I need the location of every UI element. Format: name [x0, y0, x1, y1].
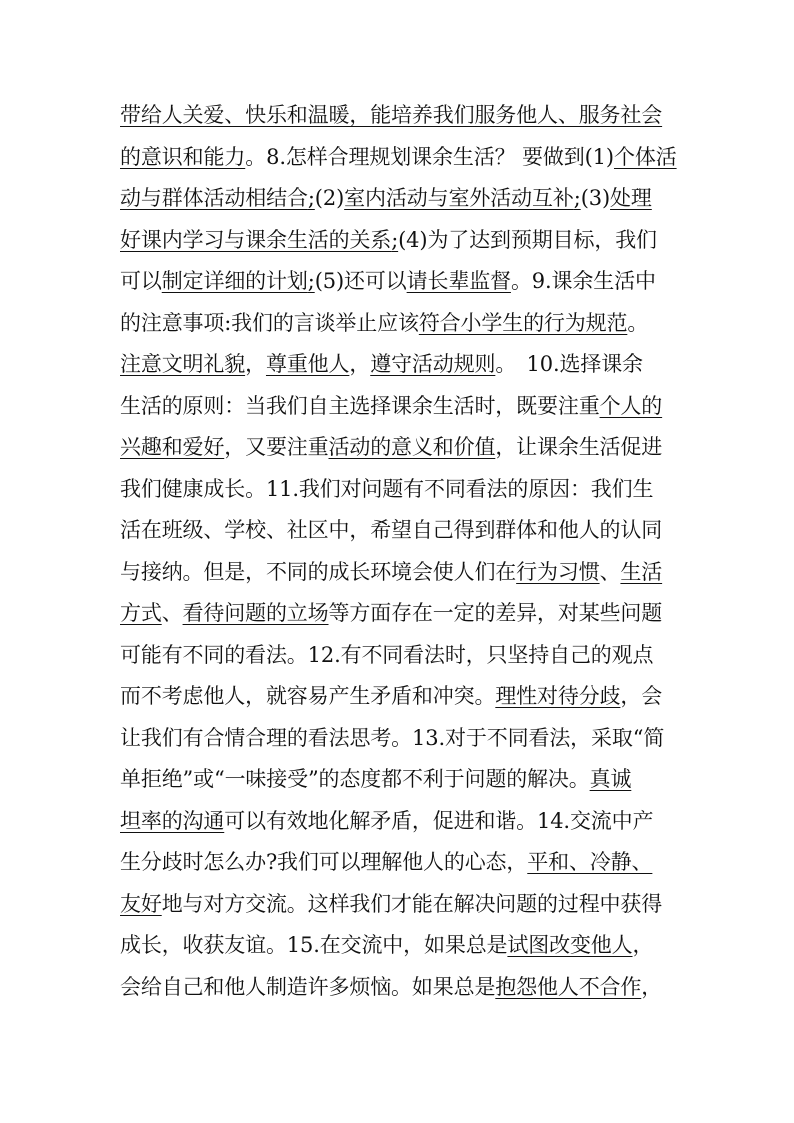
text-line	[120, 510, 680, 552]
text-run: 让我们有合情合理的看法思考。13.对于不同看法，采取“简	[120, 725, 665, 750]
text-run: (5)还可以	[314, 269, 407, 293]
underlined-answer: 请长辈监督	[406, 269, 511, 293]
underlined-answer: 好课内学习与课余生活的关系	[120, 227, 392, 252]
underlined-answer: 友好	[120, 891, 162, 916]
text-run: 而不考虑他人，就容易产生矛盾和冲突。	[120, 684, 496, 708]
underlined-answer: 尊重他人	[265, 352, 350, 376]
underlined-answer: ;	[307, 186, 315, 210]
text-line	[120, 220, 680, 262]
underlined-answer: 抱怨他人不合作	[495, 974, 642, 999]
underlined-answer: 个人的	[599, 393, 663, 418]
text-run: 我们健康成长。11.我们对问题有不同看法的原因：我们生	[120, 476, 654, 501]
underlined-answer: 注意文明礼貌	[120, 352, 246, 376]
text-line	[120, 967, 680, 1009]
underlined-answer: 制定详细的计划	[161, 269, 308, 293]
text-run: 。	[627, 310, 649, 335]
text-line	[120, 676, 680, 718]
text-run: (2)	[314, 186, 345, 210]
text-run: ，	[641, 974, 663, 999]
underlined-answer: 坦率的沟通	[120, 808, 225, 833]
underlined-answer: 理性对待分歧	[495, 684, 621, 708]
underlined-answer: 真诚	[589, 767, 632, 791]
text-line	[120, 884, 680, 926]
text-line	[120, 552, 680, 594]
underlined-answer: 带给人关爱、快乐和温暖，能培养我们服务他人、服务社会	[120, 103, 663, 127]
text-run: 。9.课余生活中	[510, 269, 656, 293]
text-line	[120, 469, 680, 511]
text-run: (4)为了达到预期目标，我们	[398, 227, 657, 252]
text-line	[120, 427, 680, 469]
underlined-answer: 的意识和能力	[120, 144, 246, 169]
underlined-answer: ;	[573, 186, 581, 210]
text-line	[120, 386, 680, 428]
underlined-answer: ;	[391, 227, 399, 252]
text-line	[120, 137, 680, 179]
underlined-answer: ;	[307, 269, 315, 293]
underlined-answer: 处理	[610, 186, 652, 210]
underlined-answer: 试图改变他人	[507, 933, 633, 957]
text-run: 可以	[120, 269, 162, 293]
text-line	[120, 925, 680, 967]
text-line	[120, 178, 680, 220]
text-run: 与接纳。但是，不同的成长环境会使人们在	[120, 559, 517, 584]
text-run: ，	[349, 352, 371, 376]
text-line	[120, 842, 680, 884]
underlined-answer: 遵守活动规则	[370, 352, 496, 376]
underlined-answer: 动与群体活动相结合	[120, 186, 308, 210]
text-run: 可以有效地化解矛盾，促进和谐。14.交流中产	[224, 808, 654, 833]
text-run: 会给自己和他人制造许多烦恼。如果总是	[120, 974, 496, 999]
text-line	[120, 759, 680, 801]
text-run: ，会	[620, 684, 663, 708]
text-run: 、	[599, 559, 621, 584]
underlined-answer: 生活	[620, 559, 663, 584]
underlined-answer: 平和、冷静、	[527, 850, 653, 874]
text-line	[120, 801, 680, 843]
text-run: 单拒绝”或“一味接受”的态度都不利于问题的解决。	[120, 767, 590, 791]
underlined-answer: 兴趣和爱好	[120, 435, 225, 459]
text-run: 、	[161, 601, 183, 625]
text-run: 的注意事项:我们的言谈举止应该	[120, 310, 419, 335]
text-run: 活在班级、学校、社区中，希望自己得到群体和他人的认同	[120, 518, 663, 542]
document-body	[120, 95, 680, 1008]
text-line	[120, 344, 680, 386]
text-run: 成长，收获友谊。15.在交流中，如果总是	[120, 933, 508, 957]
text-line	[120, 261, 680, 303]
underlined-answer: 看待问题的立场	[182, 601, 329, 625]
text-run: 生活的原则：当我们自主选择课余生活时，既要注重	[120, 393, 600, 418]
text-line	[120, 593, 680, 635]
text-run: ，让课余生活促进	[495, 435, 663, 459]
text-run: ，	[632, 933, 654, 957]
underlined-answer: 行为习惯	[516, 559, 600, 584]
text-line	[120, 95, 680, 137]
underlined-answer: 符合小学生的行为规范	[418, 310, 628, 335]
text-run: 等方面存在一定的差异，对某些问题	[328, 601, 663, 625]
text-run: (3)	[580, 186, 611, 210]
text-run: 可能有不同的看法。12.有不同看法时，只坚持自己的观点	[120, 642, 654, 667]
text-line	[120, 635, 680, 677]
text-run: 。8.怎样合理规划课余生活？ 要做到(1)	[245, 144, 614, 169]
underlined-answer: 方式	[120, 601, 162, 625]
text-line	[120, 718, 680, 760]
underlined-answer: 活动的意义和价值	[328, 435, 496, 459]
text-run: 生分歧时怎么办?我们可以理解他人的心态，	[120, 850, 528, 874]
text-run: 地与对方交流。这样我们才能在解决问题的过程中获得	[161, 891, 663, 916]
text-run: ，又要注重	[224, 435, 329, 459]
underlined-answer: 室内活动与室外活动互补	[344, 186, 574, 210]
underlined-answer: 个体活	[613, 144, 677, 169]
text-line	[120, 303, 680, 345]
text-run: ，	[245, 352, 266, 376]
text-run: 。 10.选择课余	[495, 352, 643, 376]
